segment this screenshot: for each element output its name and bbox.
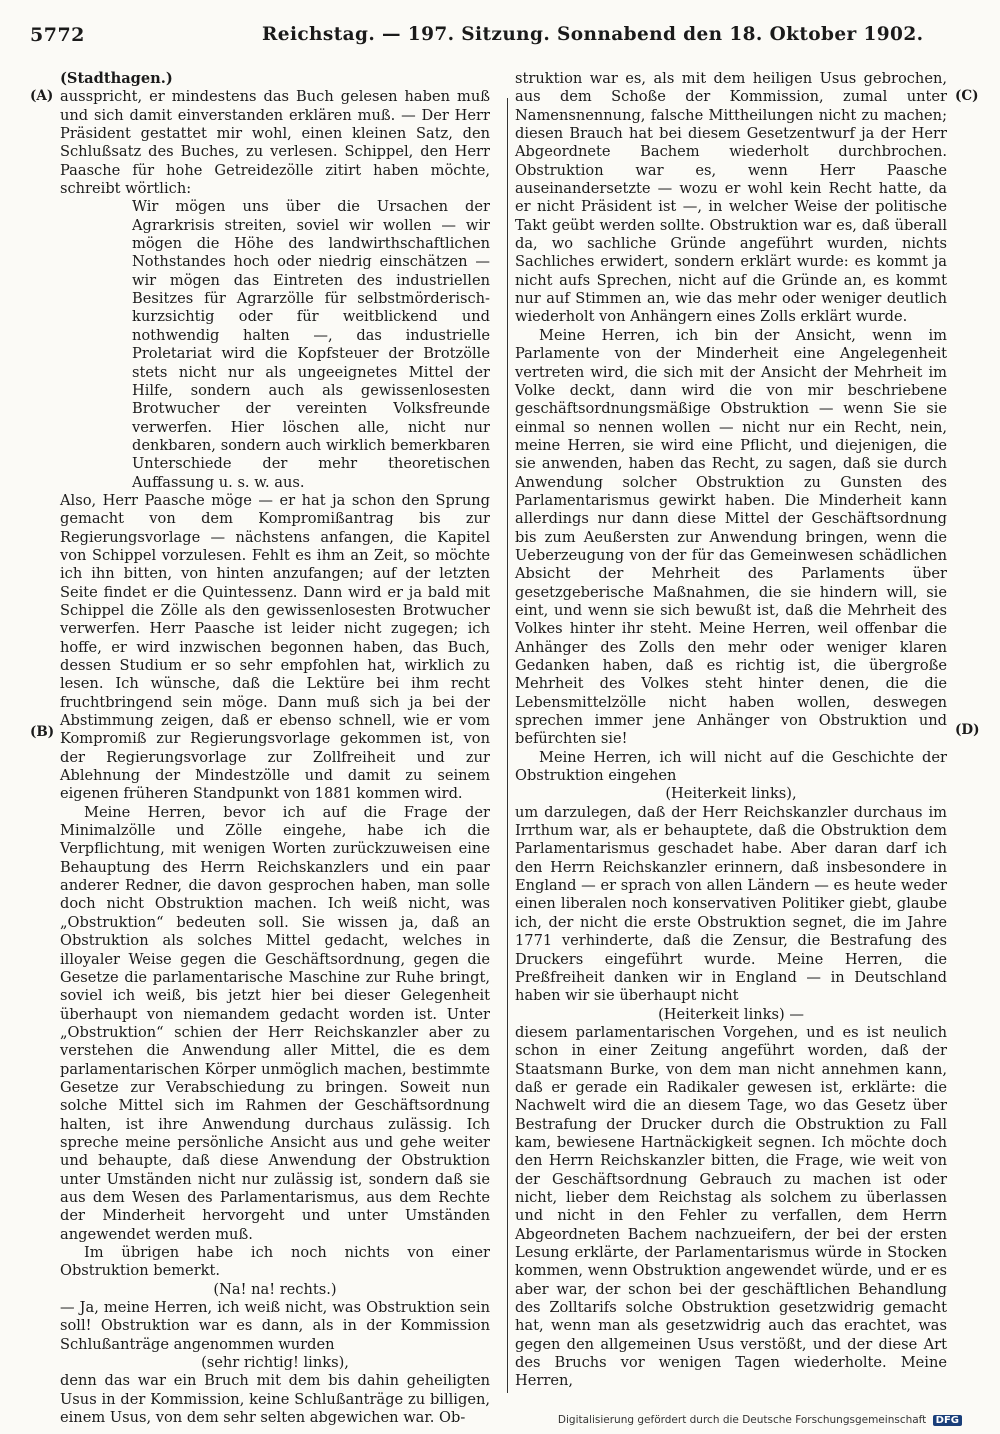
dfg-logo-icon: DFG [933, 1415, 962, 1426]
paragraph: Meine Herren, ich bin der Ansicht, wenn im Parlamente von der Minderheit eine Angelegenheit vertreten wird, die sich mit der Ansicht der Mehrheit im Volke deckt, dann wird die von mir beschriebene geschäftsordnungsmäßige Obstruktion — wenn Sie sie einmal so nennen wollen — nicht nur ein Recht, nein, meine Herren, sie wird eine Pflicht, und diejenigen, die sie anwenden, haben das Recht, zu sagen, daß sie durch Anwendung solcher Obstruktion zu Gunsten des Parlamentarismus gewirkt haben. Die Minderheit kann allerdings nur dann diese Mittel der Geschäftsordnung bis zum Aeußersten zur Anwendung bringen, wenn die Ueberzeugung von der für das Gemeinwesen schädlichen Absicht der Mehrheit des Parlaments über gesetzgeberische Maßnahmen, die sie hindern will, sie eint, und wenn sie sich bewußt ist, daß die Mehrheit des Volkes hinter ihr steht. Meine Herren, weil offenbar die Anhänger des Zolls den mehr oder weniger klaren Gedanken haben, daß es richtig ist, die übergroße Mehrheit des Volkes steht hinter denen, die die Lebensmittelzölle nicht haben wollen, deswegen sprechen immer jene Anhänger von Obstruktion und befürchten sie! [515, 326, 947, 748]
right-column [515, 70, 947, 1391]
interjection: (Heiterkeit links) — [658, 1005, 804, 1023]
margin-mark-b: (B) [30, 724, 55, 740]
interjection: (sehr richtig! links), [201, 1354, 349, 1372]
interjection: (Heiterkeit links), [665, 785, 797, 803]
page-number: 5772 [30, 24, 85, 46]
footer-credit [558, 1414, 962, 1426]
paragraph: — Ja, meine Herren, ich weiß nicht, was Obstruktion sein soll! Obstruktion war es dann, als in der Kommission Schlußanträge angenommen wurden [60, 1299, 490, 1353]
paragraph: Meine Herren, ich will nicht auf die Geschichte der Obstruktion eingehen [515, 748, 947, 785]
speaker-label: (Stadthagen.) [60, 70, 173, 87]
paragraph: Meine Herren, bevor ich auf die Frage der Minimalzölle und Zölle eingehe, habe ich die Verpflichtung, mit wenigen Worten zurückzuweisen eine Behauptung des Herrn Reichskanzlers und ein paar anderer Redner, die davon gesprochen haben, man solle doch nicht Obstruktion machen. Ich weiß nicht, was „Obstruktion“ bedeuten soll. Sie wissen ja, daß an Obstruktion als solches Mittel gedacht, welches in illoyaler Weise gegen die Geschäftsordnung, gegen die Gesetze die parlamentarische Maschine zur Ruhe bringt, soviel ich weiß, bis jetzt hier bei dieser Gelegenheit überhaupt von niemandem gedacht worden ist. Unter „Obstruktion“ schien der Herr Reichskanzler aber zu verstehen die Anwendung aller Mittel, die es dem parlamentarischen Körper unmöglich machen, bestimmte Gesetze zur Verabschiedung zu bringen. Soweit nun solche Mittel sich im Rahmen der Geschäftsordnung halten, ist ihre Anwendung durchaus zulässig. Ich spreche meine persönliche Ansicht aus und gehe weiter und behaupte, daß diese Anwendung der Obstruktion unter Umständen nicht nur zulässig ist, sondern daß sie aus dem Wesen des Parlamentarismus, aus dem Rechte der Minderheit hervorgeht und unter Umständen angewendet werden muß. [60, 803, 490, 1243]
footer-credit-text: Digitalisierung gefördert durch die Deutsche Forschungsgemeinschaft [557, 1414, 927, 1426]
block-quote: Wir mögen uns über die Ursachen der Agrarkrisis streiten, soviel wir wollen — wir mögen die Höhe des landwirthschaftlichen Nothstandes hoch oder niedrig einschätzen — wir mögen das Eintreten des industriellen Besitzes für Agrarzölle für selbstmörderisch-kurzsichtig oder für weitblickend und nothwendig halten —, das industrielle Proletariat wird die Kopfsteuer der Brotzölle stets nicht nur als ungeeignetes Mittel der Hilfe, sondern auch als gewissenlosesten Brotwucher der vereinten Volksfreunde verwerfen. Hier löschen alle, nicht nur denkbaren, sondern auch wirklich bemerkbaren Unterschiede der mehr theoretischen Auffassung u. s. w. aus. [132, 198, 490, 491]
margin-mark-c: (C) [955, 88, 979, 104]
paragraph: Im übrigen habe ich noch nichts von einer Obstruktion bemerkt. [60, 1244, 490, 1280]
paragraph: diesem parlamentarischen Vorgehen, und es ist neulich schon in einer Zeitung angeführt worden, daß der Staatsmann Burke, von dem man nicht annehmen kann, daß er gerade ein Radikaler gewesen ist, erklärte: die Nachwelt wird die an diesem Tage, wo das Gesetz über Bestrafung der Drucker durch die Obstruktion zu Fall kam, bewiesene Hartnäckigkeit segnen. Ich möchte doch den Herrn Reichskanzler bitten, die Frage, wie weit von der Geschäftsordnung Gebrauch zu machen ist oder nicht, lieber dem Reichstag als solchem zu überlassen und nicht in den Fehler zu verfallen, dem Herrn Abgeordneten Bachem nachzueifern, der bei der ersten Lesung erklärte, der Parlamentarismus würde in Stocken kommen, wenn Obstruktion angewendet würde, und er es aber war, der schon bei der geschäftlichen Behandlung des Zolltarifs solche Obstruktion gesetzwidrig gemacht hat, wenn man als gesetzwidrig auch das erachtet, was gegen den allgemeinen Usus verstößt, und der diese Art des Bruchs vor wenigen Tagen wiederholte. Meine Herren, [515, 1023, 947, 1390]
paragraph: um darzulegen, daß der Herr Reichskanzler durchaus im Irrthum war, als er behauptete, daß die Obstruktion dem Parlamentarismus geschadet habe. Aber daran darf ich den Herrn Reichskanzler erinnern, daß insbesondere in England — er sprach von allen Ländern — es heute weder einen liberalen noch konservativen Politiker giebt, glaube ich, der nicht die erste Obstruktion segnet, die im Jahre 1771 verhinderte, daß die Zensur, die Bestrafung des Druckers eingeführt wurde. Meine Herren, die Preßfreiheit danken wir in England — in Deutschland haben wir sie überhaupt nicht [515, 803, 947, 1005]
paragraph: ausspricht, er mindestens das Buch gelesen haben muß und sich damit einverstanden erklären muß. — Der Herr Präsident gestattet mir wohl, einen kleinen Satz, den Schlußsatz des Buches, zu verlesen. Schippel, den Herr Paasche für hohe Getreidezölle zitirt haben möchte, schreibt wörtlich: [60, 88, 490, 198]
left-column [60, 70, 490, 1427]
margin-mark-a: (A) [30, 88, 54, 104]
margin-mark-d: (D) [955, 722, 980, 738]
paragraph: Also, Herr Paasche möge — er hat ja schon den Sprung gemacht von dem Kompromißantrag bis zur Regierungsvorlage — nächstens anfangen, die Kapitel von Schippel vorzulesen. Fehlt es ihm an Zeit, so möchte ich ihn bitten, von hinten anzufangen; auf der letzten Seite findet er die Quintessenz. Dann wird er ja bald mit Schippel die Zölle als den gewissenlosesten Brotwucher verwerfen. Herr Paasche ist leider nicht zugegen; ich hoffe, er wird inzwischen begonnen haben, das Buch, dessen Studium er so sehr empfohlen hat, wirklich zu lesen. Ich wünsche, daß die Lektüre bei ihm recht fruchtbringend sein möge. Dann muß sich ja bei der Abstimmung zeigen, daß er ebenso schnell, wie er vom Kompromiß zur Regierungsvorlage gekommen ist, von der Regierungsvorlage zur Zollfreiheit und zur Ablehnung der Mindestzölle und damit zu seinem eigenen früheren Standpunkt von 1881 kommen wird. [60, 491, 490, 803]
running-title: Reichstag. — 197. Sitzung. Sonnabend den 18. Oktober 1902. [262, 24, 924, 45]
paragraph: struktion war es, als mit dem heiligen Usus gebrochen, aus dem Schoße der Kommission, zumal unter Namensnennung, falsche Mittheilungen nicht zu machen; diesen Brauch hat bei diesem Gesetzentwurf ja der Herr Abgeordnete Bachem wiederholt durchbrochen. Obstruktion war es, wenn Herr Paasche auseinandersetzte — wozu er wohl kein Recht hatte, da er nicht Präsident ist —, in welcher Weise der politische Takt geübt werden sollte. Obstruktion war es, daß überall da, wo sachliche Gründe angeführt wurden, nichts Sachliches erwidert, sondern erklärt wurde: es kommt ja nicht aufs Sprechen, nicht auf die Gründe an, es kommt nur auf Stimmen an, wie das mehr oder weniger deutlich wiederholt von Anhängern eines Zolls erklärt wurde. [515, 70, 947, 326]
paragraph: denn das war ein Bruch mit dem bis dahin geheiligten Usus in der Kommission, keine Schlußanträge zu billigen, einem Usus, von dem sehr selten abgewichen war. Ob- [60, 1372, 490, 1427]
column-divider [507, 98, 508, 1393]
interjection: (Na! na! rechts.) [213, 1280, 337, 1298]
